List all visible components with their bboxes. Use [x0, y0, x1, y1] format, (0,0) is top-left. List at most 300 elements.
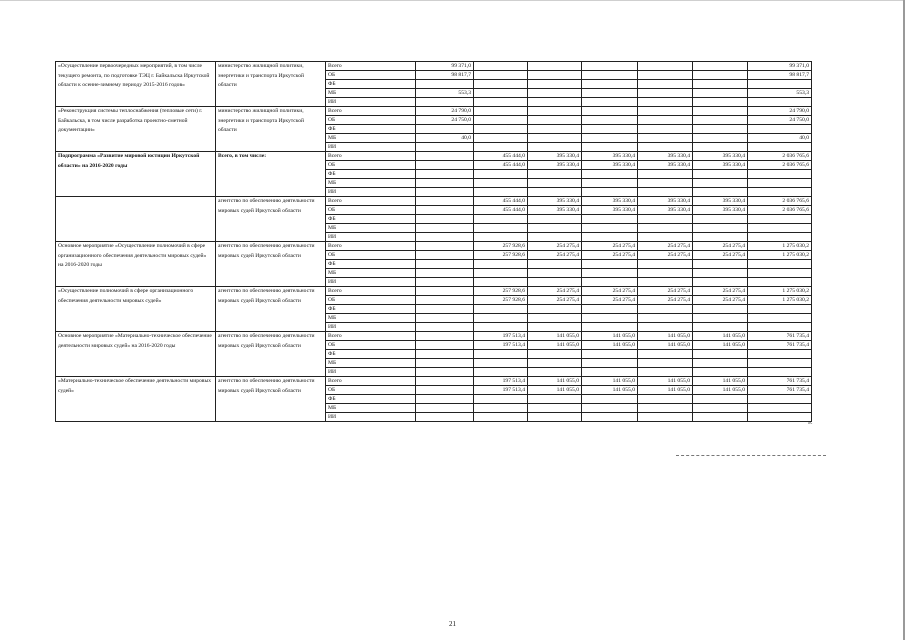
- amount-cell: 254 275,4: [582, 287, 638, 296]
- amount-cell: [638, 323, 693, 332]
- funding-source-cell: МБ: [326, 359, 416, 368]
- amount-cell: 141 055,0: [638, 386, 693, 395]
- amount-cell: [582, 278, 638, 287]
- executor-cell: министерство жилищной политики, энергетики и транспорта Иркутской области: [216, 62, 326, 107]
- amount-cell: 141 055,0: [693, 377, 748, 386]
- amount-cell: [474, 305, 528, 314]
- amount-cell: 395 330,4: [528, 206, 582, 215]
- amount-cell: [582, 134, 638, 143]
- amount-cell: [528, 323, 582, 332]
- amount-cell: 257 928,6: [474, 251, 528, 260]
- total-amount-cell: [748, 368, 812, 377]
- funding-source-cell: МБ: [326, 224, 416, 233]
- funding-source-cell: ИИ: [326, 323, 416, 332]
- amount-cell: [582, 125, 638, 134]
- amount-cell: 455 444,0: [474, 161, 528, 170]
- amount-cell: [638, 125, 693, 134]
- amount-cell: 254 275,4: [528, 296, 582, 305]
- total-amount-cell: [748, 260, 812, 269]
- amount-cell: [474, 62, 528, 71]
- amount-cell: [528, 71, 582, 80]
- amount-cell: [693, 314, 748, 323]
- amount-cell: 395 330,4: [638, 206, 693, 215]
- amount-cell: [693, 134, 748, 143]
- amount-cell: [528, 269, 582, 278]
- amount-cell: [693, 107, 748, 116]
- table-row: [56, 242, 812, 251]
- amount-cell: [638, 233, 693, 242]
- funding-source-cell: Всего: [326, 197, 416, 206]
- amount-cell: 254 275,4: [528, 242, 582, 251]
- total-amount-cell: 761 735,4: [748, 341, 812, 350]
- amount-cell: [528, 170, 582, 179]
- measure-name-cell: «Осуществление полномочий в сфере организационного обеспечения деятельности мировых судей»: [56, 287, 216, 332]
- amount-cell: [474, 98, 528, 107]
- amount-cell: [638, 98, 693, 107]
- total-amount-cell: 761 735,4: [748, 377, 812, 386]
- funding-source-cell: МБ: [326, 179, 416, 188]
- amount-cell: 197 513,4: [474, 386, 528, 395]
- amount-cell: [528, 107, 582, 116]
- amount-cell: [528, 305, 582, 314]
- funding-source-cell: Всего: [326, 242, 416, 251]
- funding-source-cell: МБ: [326, 269, 416, 278]
- amount-cell: [416, 323, 474, 332]
- amount-cell: 254 275,4: [693, 287, 748, 296]
- funding-source-cell: ФБ: [326, 215, 416, 224]
- amount-cell: [693, 395, 748, 404]
- amount-cell: [693, 188, 748, 197]
- funding-source-cell: ФБ: [326, 350, 416, 359]
- total-amount-cell: 2 036 765,6: [748, 152, 812, 161]
- amount-cell: [638, 368, 693, 377]
- amount-cell: [638, 215, 693, 224]
- amount-cell: [474, 179, 528, 188]
- amount-cell: [416, 197, 474, 206]
- total-amount-cell: [748, 413, 812, 422]
- amount-cell: [416, 233, 474, 242]
- amount-cell: 395 330,4: [693, 161, 748, 170]
- amount-cell: [416, 413, 474, 422]
- amount-cell: [582, 188, 638, 197]
- amount-cell: [693, 269, 748, 278]
- total-amount-cell: 24 750,0: [748, 116, 812, 125]
- amount-cell: [416, 386, 474, 395]
- amount-cell: [416, 242, 474, 251]
- total-amount-cell: [748, 80, 812, 89]
- amount-cell: [638, 89, 693, 98]
- amount-cell: [474, 260, 528, 269]
- amount-cell: [416, 251, 474, 260]
- amount-cell: [693, 368, 748, 377]
- amount-cell: [528, 350, 582, 359]
- total-amount-cell: [748, 233, 812, 242]
- budget-table: [55, 61, 812, 422]
- amount-cell: [693, 98, 748, 107]
- amount-cell: [528, 224, 582, 233]
- total-amount-cell: 1 275 030,2: [748, 296, 812, 305]
- amount-cell: [693, 170, 748, 179]
- amount-cell: [638, 143, 693, 152]
- amount-cell: 141 055,0: [528, 332, 582, 341]
- measure-name-cell: «Материально-техническое обеспечение деятельности мировых судей»: [56, 377, 216, 422]
- amount-cell: [474, 170, 528, 179]
- amount-cell: [693, 80, 748, 89]
- table-row: [56, 332, 812, 341]
- amount-cell: [528, 134, 582, 143]
- amount-cell: 395 330,4: [582, 152, 638, 161]
- amount-cell: [582, 80, 638, 89]
- amount-cell: [582, 215, 638, 224]
- amount-cell: [528, 179, 582, 188]
- funding-source-cell: МБ: [326, 89, 416, 98]
- amount-cell: 141 055,0: [582, 332, 638, 341]
- funding-source-cell: ИИ: [326, 233, 416, 242]
- amount-cell: [474, 323, 528, 332]
- amount-cell: 254 275,4: [582, 242, 638, 251]
- measure-name-cell: [56, 197, 216, 242]
- total-amount-cell: [748, 323, 812, 332]
- amount-cell: 395 330,4: [638, 161, 693, 170]
- page-number: 21: [449, 620, 456, 628]
- amount-cell: 141 055,0: [528, 386, 582, 395]
- amount-cell: [528, 413, 582, 422]
- funding-source-cell: ОБ: [326, 251, 416, 260]
- executor-cell: агентство по обеспечению деятельности мировых судей Иркутской области: [216, 287, 326, 332]
- executor-cell: агентство по обеспечению деятельности мировых судей Иркутской области: [216, 242, 326, 287]
- total-amount-cell: 2 036 765,6: [748, 206, 812, 215]
- amount-cell: 197 513,4: [474, 341, 528, 350]
- amount-cell: 395 330,4: [638, 152, 693, 161]
- amount-cell: [528, 278, 582, 287]
- amount-cell: [528, 260, 582, 269]
- amount-cell: 141 055,0: [638, 341, 693, 350]
- amount-cell: [582, 62, 638, 71]
- amount-cell: [474, 80, 528, 89]
- funding-source-cell: МБ: [326, 134, 416, 143]
- amount-cell: [638, 314, 693, 323]
- funding-source-cell: ФБ: [326, 260, 416, 269]
- amount-cell: [582, 143, 638, 152]
- amount-cell: [638, 359, 693, 368]
- total-amount-cell: [748, 224, 812, 233]
- amount-cell: [582, 179, 638, 188]
- amount-cell: [416, 287, 474, 296]
- amount-cell: 254 275,4: [528, 287, 582, 296]
- amount-cell: [416, 98, 474, 107]
- amount-cell: [638, 395, 693, 404]
- total-amount-cell: [748, 404, 812, 413]
- total-amount-cell: 2 036 765,6: [748, 161, 812, 170]
- amount-cell: 455 444,0: [474, 206, 528, 215]
- amount-cell: [416, 179, 474, 188]
- funding-source-cell: ОБ: [326, 386, 416, 395]
- amount-cell: [582, 368, 638, 377]
- funding-source-cell: ФБ: [326, 125, 416, 134]
- funding-source-cell: Всего: [326, 107, 416, 116]
- amount-cell: 141 055,0: [693, 386, 748, 395]
- funding-source-cell: ОБ: [326, 341, 416, 350]
- funding-source-cell: ОБ: [326, 206, 416, 215]
- total-amount-cell: [748, 170, 812, 179]
- amount-cell: [638, 404, 693, 413]
- total-amount-cell: [748, 215, 812, 224]
- amount-cell: 395 330,4: [638, 197, 693, 206]
- amount-cell: [693, 260, 748, 269]
- total-amount-cell: [748, 350, 812, 359]
- table-row: [56, 197, 812, 206]
- amount-cell: [474, 71, 528, 80]
- amount-cell: 254 275,4: [638, 296, 693, 305]
- amount-cell: [474, 89, 528, 98]
- amount-cell: [416, 314, 474, 323]
- funding-source-cell: Всего: [326, 62, 416, 71]
- funding-source-cell: Всего: [326, 377, 416, 386]
- measure-name-cell: «Осуществление первоочередных мероприятий, в том числе текущего ремонта, по подготовке ТЭЦ г. Байкальска Иркутской области к осенне-зимнему периоду 2015-2016 годов»: [56, 62, 216, 107]
- amount-cell: [638, 134, 693, 143]
- funding-source-cell: ИИ: [326, 188, 416, 197]
- amount-cell: [474, 413, 528, 422]
- amount-cell: [474, 404, 528, 413]
- funding-source-cell: ОБ: [326, 71, 416, 80]
- amount-cell: [638, 170, 693, 179]
- amount-cell: [474, 116, 528, 125]
- total-amount-cell: 1 275 030,2: [748, 242, 812, 251]
- amount-cell: 40,0: [416, 134, 474, 143]
- funding-source-cell: ФБ: [326, 305, 416, 314]
- amount-cell: [582, 404, 638, 413]
- amount-cell: [693, 278, 748, 287]
- measure-name-cell: «Реконструкция системы теплоснабжения (тепловые сети) г. Байкальска, в том числе разработка проектно-сметной документации»: [56, 107, 216, 152]
- amount-cell: 141 055,0: [638, 332, 693, 341]
- page-top-edge: [0, 0, 905, 1]
- amount-cell: [528, 188, 582, 197]
- amount-cell: [416, 125, 474, 134]
- amount-cell: 141 055,0: [693, 332, 748, 341]
- amount-cell: [638, 179, 693, 188]
- amount-cell: [416, 350, 474, 359]
- amount-cell: [416, 296, 474, 305]
- amount-cell: 254 275,4: [638, 287, 693, 296]
- amount-cell: [638, 260, 693, 269]
- amount-cell: [582, 107, 638, 116]
- total-amount-cell: 2 036 765,6: [748, 197, 812, 206]
- executor-cell: министерство жилищной политики, энергетики и транспорта Иркутской области: [216, 107, 326, 152]
- amount-cell: [528, 116, 582, 125]
- table-row: [56, 107, 812, 116]
- amount-cell: [693, 224, 748, 233]
- amount-cell: [693, 143, 748, 152]
- total-amount-cell: [748, 359, 812, 368]
- funding-source-cell: МБ: [326, 404, 416, 413]
- budget-table-body: [56, 62, 812, 422]
- amount-cell: [693, 71, 748, 80]
- amount-cell: [638, 305, 693, 314]
- amount-cell: [582, 323, 638, 332]
- amount-cell: [638, 62, 693, 71]
- amount-cell: [693, 323, 748, 332]
- amount-cell: [693, 215, 748, 224]
- amount-cell: 395 330,4: [693, 206, 748, 215]
- amount-cell: 99 371,0: [416, 62, 474, 71]
- amount-cell: [416, 215, 474, 224]
- amount-cell: [582, 269, 638, 278]
- amount-cell: [638, 116, 693, 125]
- amount-cell: [582, 359, 638, 368]
- amount-cell: 254 275,4: [693, 251, 748, 260]
- table-row: [56, 377, 812, 386]
- measure-name-cell: Основное мероприятие «Осуществление полномочий в сфере организационного обеспечения деятельности мировых судей» на 2016-2020 годы: [56, 242, 216, 287]
- footer-dashed-line: [676, 455, 826, 456]
- amount-cell: [474, 188, 528, 197]
- amount-cell: [693, 404, 748, 413]
- amount-cell: 257 928,6: [474, 296, 528, 305]
- amount-cell: 98 817,7: [416, 71, 474, 80]
- amount-cell: [474, 134, 528, 143]
- amount-cell: [638, 350, 693, 359]
- amount-cell: 141 055,0: [582, 341, 638, 350]
- funding-source-cell: ИИ: [326, 98, 416, 107]
- amount-cell: 141 055,0: [693, 341, 748, 350]
- amount-cell: 197 513,4: [474, 377, 528, 386]
- amount-cell: 395 330,4: [693, 152, 748, 161]
- amount-cell: [474, 368, 528, 377]
- amount-cell: [582, 71, 638, 80]
- amount-cell: [474, 107, 528, 116]
- funding-source-cell: ФБ: [326, 395, 416, 404]
- total-amount-cell: [748, 179, 812, 188]
- closing-quote-mark: ».: [808, 420, 813, 426]
- amount-cell: [528, 233, 582, 242]
- amount-cell: [528, 404, 582, 413]
- amount-cell: [528, 368, 582, 377]
- amount-cell: [638, 413, 693, 422]
- amount-cell: [474, 359, 528, 368]
- amount-cell: [693, 305, 748, 314]
- amount-cell: [416, 188, 474, 197]
- total-amount-cell: [748, 143, 812, 152]
- amount-cell: [582, 314, 638, 323]
- amount-cell: 395 330,4: [528, 152, 582, 161]
- amount-cell: [693, 125, 748, 134]
- amount-cell: [693, 62, 748, 71]
- amount-cell: 257 928,6: [474, 287, 528, 296]
- total-amount-cell: 40,0: [748, 134, 812, 143]
- amount-cell: [474, 269, 528, 278]
- total-amount-cell: 1 275 030,2: [748, 251, 812, 260]
- amount-cell: [582, 233, 638, 242]
- amount-cell: [528, 89, 582, 98]
- amount-cell: [474, 215, 528, 224]
- amount-cell: 254 275,4: [693, 296, 748, 305]
- amount-cell: 553,3: [416, 89, 474, 98]
- amount-cell: [693, 350, 748, 359]
- amount-cell: 141 055,0: [582, 386, 638, 395]
- total-amount-cell: [748, 305, 812, 314]
- amount-cell: [416, 377, 474, 386]
- executor-cell: Всего, в том числе:: [216, 152, 326, 197]
- total-amount-cell: [748, 269, 812, 278]
- amount-cell: [528, 62, 582, 71]
- amount-cell: 254 275,4: [638, 242, 693, 251]
- amount-cell: 395 330,4: [582, 161, 638, 170]
- total-amount-cell: [748, 188, 812, 197]
- amount-cell: [693, 179, 748, 188]
- amount-cell: 141 055,0: [638, 377, 693, 386]
- amount-cell: [638, 278, 693, 287]
- amount-cell: 395 330,4: [582, 197, 638, 206]
- amount-cell: [416, 206, 474, 215]
- total-amount-cell: 761 735,4: [748, 332, 812, 341]
- total-amount-cell: 553,3: [748, 89, 812, 98]
- amount-cell: [474, 278, 528, 287]
- amount-cell: [416, 404, 474, 413]
- amount-cell: [693, 89, 748, 98]
- total-amount-cell: 1 275 030,2: [748, 287, 812, 296]
- funding-source-cell: ОБ: [326, 116, 416, 125]
- measure-name-cell: Подпрограмма «Развитие мировой юстиции Иркутской области» на 2016-2020 годы: [56, 152, 216, 197]
- amount-cell: [474, 350, 528, 359]
- amount-cell: [416, 143, 474, 152]
- amount-cell: [416, 278, 474, 287]
- amount-cell: 141 055,0: [582, 377, 638, 386]
- amount-cell: [474, 125, 528, 134]
- amount-cell: [416, 80, 474, 89]
- total-amount-cell: [748, 395, 812, 404]
- amount-cell: [582, 305, 638, 314]
- table-row: [56, 62, 812, 71]
- amount-cell: 254 275,4: [638, 251, 693, 260]
- amount-cell: [693, 116, 748, 125]
- total-amount-cell: 98 817,7: [748, 71, 812, 80]
- amount-cell: 24 750,0: [416, 116, 474, 125]
- amount-cell: [416, 170, 474, 179]
- amount-cell: [582, 413, 638, 422]
- amount-cell: [416, 161, 474, 170]
- amount-cell: 395 330,4: [582, 206, 638, 215]
- amount-cell: 254 275,4: [693, 242, 748, 251]
- amount-cell: [416, 359, 474, 368]
- amount-cell: 395 330,4: [693, 197, 748, 206]
- amount-cell: [416, 341, 474, 350]
- amount-cell: [528, 314, 582, 323]
- amount-cell: [638, 269, 693, 278]
- amount-cell: [582, 89, 638, 98]
- amount-cell: [582, 350, 638, 359]
- total-amount-cell: 761 735,4: [748, 386, 812, 395]
- funding-source-cell: ФБ: [326, 80, 416, 89]
- total-amount-cell: [748, 278, 812, 287]
- amount-cell: [582, 170, 638, 179]
- amount-cell: [474, 224, 528, 233]
- funding-source-cell: Всего: [326, 287, 416, 296]
- amount-cell: 24 790,0: [416, 107, 474, 116]
- amount-cell: [528, 215, 582, 224]
- amount-cell: 254 275,4: [582, 296, 638, 305]
- amount-cell: [474, 233, 528, 242]
- amount-cell: [528, 80, 582, 89]
- amount-cell: [474, 314, 528, 323]
- amount-cell: 455 444,0: [474, 197, 528, 206]
- amount-cell: [416, 224, 474, 233]
- amount-cell: [638, 224, 693, 233]
- funding-source-cell: Всего: [326, 332, 416, 341]
- funding-source-cell: ОБ: [326, 161, 416, 170]
- executor-cell: агентство по обеспечению деятельности мировых судей Иркутской области: [216, 377, 326, 422]
- amount-cell: [416, 395, 474, 404]
- amount-cell: [638, 188, 693, 197]
- table-row: [56, 287, 812, 296]
